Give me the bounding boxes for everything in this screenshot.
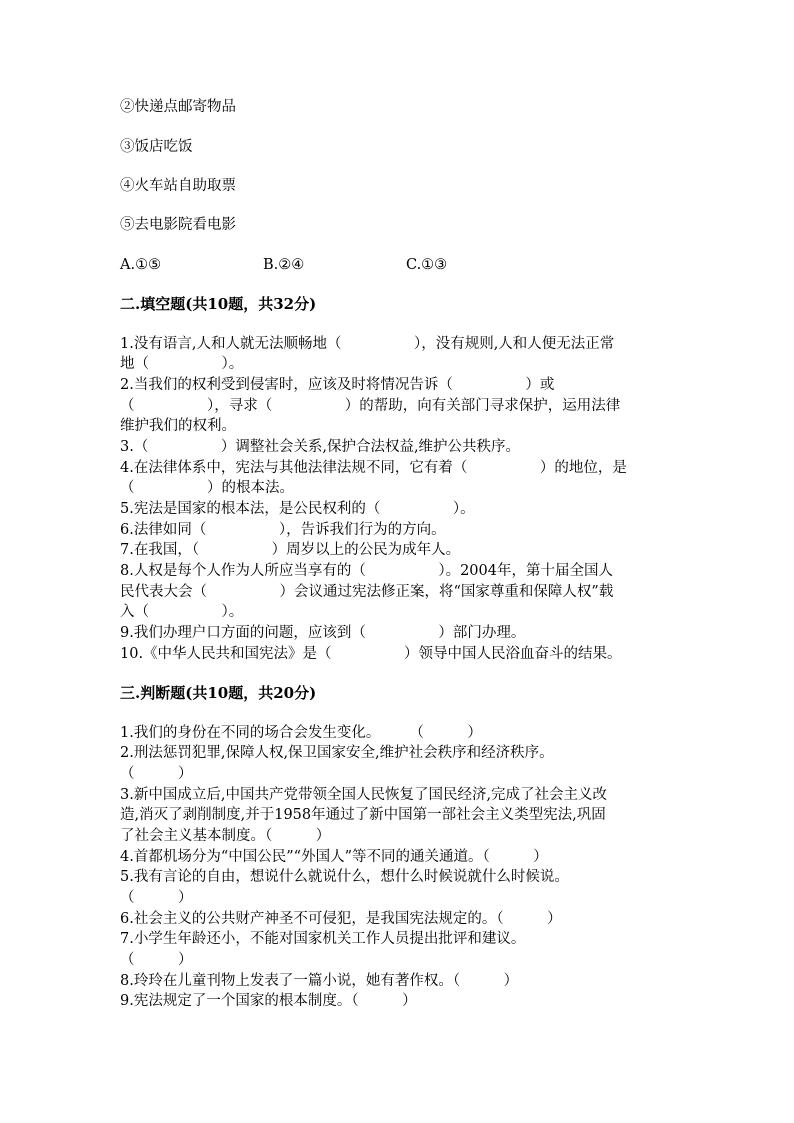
fill-line: 4.在法律体系中，宪法与其他法律法规不同，它有着（ ）的地位，是: [120, 460, 627, 476]
fill-line: 民代表大会（ ）会议通过宪法修正案，将“国家尊重和保障人权”载: [120, 584, 614, 600]
fill-line: （ ）的根本法。: [120, 480, 294, 496]
option-a: A.①⑤: [120, 257, 162, 273]
fill-line: 9.我们办理户口方面的问题，应该到（ ）部门办理。: [120, 625, 526, 641]
judge-line: 2.刑法惩罚犯罪,保障人权,保卫国家安全,维护社会秩序和经济秩序。: [120, 745, 554, 761]
option-b: B.②④: [263, 257, 305, 273]
prev-item-2: ②快递点邮寄物品: [120, 99, 236, 115]
fill-line: 入（ ）。: [120, 604, 244, 620]
judge-line: 8.玲玲在儿童刊物上发表了一篇小说，她有著作权。（ ）: [120, 973, 519, 989]
judge-line: 3.新中国成立后,中国共产党带领全国人民恢复了国民经济,完成了社会主义改: [120, 787, 608, 803]
judge-line: 6.社会主义的公共财产神圣不可侵犯，是我国宪法规定的。（ ）: [120, 911, 562, 927]
judge-line: 造,消灭了剥削制度,并于1958年通过了新中国第一部社会主义类型宪法,巩固: [120, 807, 606, 823]
fill-line: 2.当我们的权利受到侵害时，应该及时将情况告诉（ ）或: [120, 377, 555, 393]
fill-line: 7.在我国，（ ）周岁以上的公民为成年人。: [120, 542, 461, 558]
prev-item-5: ⑤去电影院看电影: [120, 217, 236, 233]
fill-line: （ ），寻求（ ）的帮助，向有关部门寻求保护，运用法律: [120, 398, 621, 414]
fill-line: 3.（ ）调整社会关系,保护合法权益,维护公共秩序。: [120, 439, 521, 455]
judge-line: 了社会主义基本制度。（ ）: [120, 828, 331, 844]
option-c: C.①③: [406, 257, 448, 273]
judge-line: 9.宪法规定了一个国家的根本制度。（ ）: [120, 993, 417, 1009]
section-heading-fill: 二.填空题(共10题，共32分): [120, 295, 317, 313]
fill-line: 1.没有语言,人和人就无法顺畅地（ ），没有规则,人和人便无法正常: [120, 336, 615, 352]
fill-line: 5.宪法是国家的根本法，是公民权利的（ ）。: [120, 501, 475, 517]
judge-line: （ ）: [120, 766, 193, 782]
fill-line: 地（ ）。: [120, 356, 244, 372]
prev-item-4: ④火车站自助取票: [120, 178, 236, 194]
fill-line: 8.人权是每个人作为人所应当享有的（ ）。2004年，第十届全国人: [120, 563, 613, 579]
judge-line: 7.小学生年龄还小，不能对国家机关工作人员提出批评和建议。: [120, 931, 526, 947]
judge-line: （ ）: [120, 890, 193, 906]
fill-line: 10.《中华人民共和国宪法》是（ ）领导中国人民浴血奋斗的结果。: [120, 646, 622, 662]
section-heading-judge: 三.判断题(共10题，共20分): [120, 684, 317, 702]
prev-item-3: ③饭店吃饭: [120, 139, 193, 155]
judge-line: 1.我们的身份在不同的场合会发生变化。 （ ）: [120, 725, 482, 741]
judge-line: 5.我有言论的自由，想说什么就说什么，想什么时候说就什么时候说。: [120, 869, 569, 885]
fill-line: 6.法律如同（ ），告诉我们行为的方向。: [120, 522, 446, 538]
fill-line: 维护我们的权利。: [120, 418, 236, 434]
judge-line: （ ）: [120, 952, 193, 968]
judge-line: 4.首都机场分为“中国公民”“外国人”等不同的通关通道。（ ）: [120, 849, 548, 865]
